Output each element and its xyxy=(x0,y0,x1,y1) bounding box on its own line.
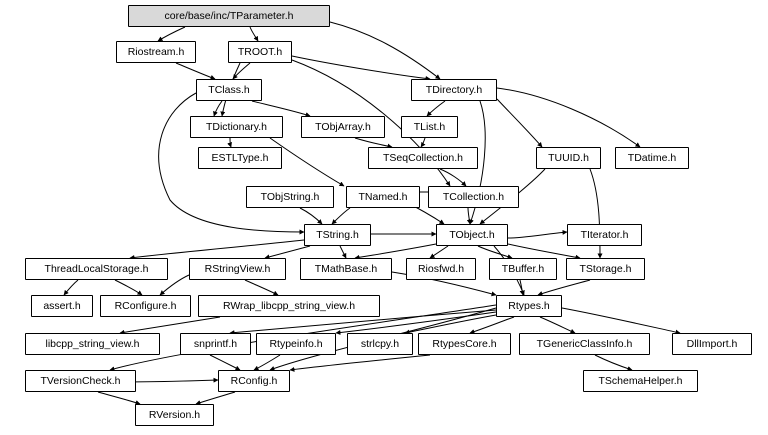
edge-troot-to-tdirectory xyxy=(292,56,430,79)
graph-node-rwrap[interactable]: RWrap_libcpp_string_view.h xyxy=(198,295,380,317)
graph-node-tuuid[interactable]: TUUID.h xyxy=(536,147,601,169)
edge-tobject-to-riosfwd xyxy=(430,246,448,258)
edge-tclass-to-tdictionary xyxy=(214,101,222,116)
graph-node-rtypeinfo[interactable]: Rtypeinfo.h xyxy=(256,333,336,355)
edge-tlist-to-tseqcollection xyxy=(421,138,425,147)
graph-node-tcollection[interactable]: TCollection.h xyxy=(428,186,519,208)
graph-node-rstringview[interactable]: RStringView.h xyxy=(189,258,286,280)
graph-node-tlist[interactable]: TList.h xyxy=(401,116,458,138)
graph-node-tbuffer[interactable]: TBuffer.h xyxy=(489,258,557,280)
graph-node-tdatime[interactable]: TDatime.h xyxy=(615,147,689,169)
graph-node-tseqcollection[interactable]: TSeqCollection.h xyxy=(368,147,478,169)
graph-node-tobjarray[interactable]: TObjArray.h xyxy=(301,116,385,138)
edge-tstring-to-rstringview xyxy=(265,246,310,258)
graph-node-tnamed[interactable]: TNamed.h xyxy=(346,186,420,208)
graph-node-troot[interactable]: TROOT.h xyxy=(228,41,292,63)
graph-node-assert[interactable]: assert.h xyxy=(31,295,93,317)
graph-node-rtypescore[interactable]: RtypesCore.h xyxy=(418,333,511,355)
graph-node-tdirectory[interactable]: TDirectory.h xyxy=(411,79,497,101)
edge-tnamed-to-tstring xyxy=(332,208,350,224)
graph-node-tmathbase[interactable]: TMathBase.h xyxy=(300,258,392,280)
edge-rconfig-to-rversion xyxy=(196,392,235,404)
edge-tcollection-to-tobject xyxy=(468,208,470,224)
graph-node-strlcpy[interactable]: strlcpy.h xyxy=(347,333,413,355)
edge-rtypes-to-tgenericclassinfo xyxy=(540,317,575,333)
graph-node-tclass[interactable]: TClass.h xyxy=(196,79,262,101)
graph-node-tgenericclassinfo[interactable]: TGenericClassInfo.h xyxy=(519,333,650,355)
graph-node-tdictionary[interactable]: TDictionary.h xyxy=(190,116,283,138)
edge-tobject-to-tmathbase xyxy=(355,244,436,258)
graph-node-rtypes[interactable]: Rtypes.h xyxy=(496,295,562,317)
edge-tobject-to-titerator xyxy=(508,232,567,238)
edge-rwrap-to-libcpp xyxy=(120,317,220,333)
edge-snprintf-to-rconfig xyxy=(210,355,240,370)
edge-rstringview-to-rwrap xyxy=(245,280,278,295)
edge-troot-to-tclass xyxy=(233,63,250,79)
graph-node-riosfwd[interactable]: Riosfwd.h xyxy=(406,258,476,280)
edge-rtypes-to-dllimport xyxy=(562,308,680,333)
edge-tversioncheck-to-rversion xyxy=(98,392,140,404)
graph-node-rconfigure[interactable]: RConfigure.h xyxy=(100,295,191,317)
graph-node-dllimport[interactable]: DllImport.h xyxy=(672,333,752,355)
graph-node-tstorage[interactable]: TStorage.h xyxy=(566,258,645,280)
graph-node-titerator[interactable]: TIterator.h xyxy=(567,224,642,246)
graph-node-tschemahelper[interactable]: TSchemaHelper.h xyxy=(583,370,698,392)
edge-tparameter-to-troot xyxy=(250,27,258,41)
graph-node-snprintf[interactable]: snprintf.h xyxy=(180,333,251,355)
edge-tstorage-to-rtypes xyxy=(538,280,590,295)
edge-tobjstring-to-tstring xyxy=(300,208,322,224)
edge-riostream-to-tclass xyxy=(176,63,215,79)
graph-node-riostream[interactable]: Riostream.h xyxy=(116,41,196,63)
graph-node-libcpp[interactable]: libcpp_string_view.h xyxy=(25,333,160,355)
graph-node-estltype[interactable]: ESTLType.h xyxy=(198,147,282,169)
edge-threadlocalstorage-to-assert xyxy=(64,280,78,295)
edge-tobject-to-tstorage xyxy=(508,244,580,258)
edge-rtypes-to-rtypescore xyxy=(470,317,514,333)
graph-node-tobjstring[interactable]: TObjString.h xyxy=(246,186,334,208)
edge-threadlocalstorage-to-rconfigure xyxy=(115,280,142,295)
graph-node-tversioncheck[interactable]: TVersionCheck.h xyxy=(25,370,136,392)
edge-tdirectory-to-tdatime xyxy=(497,88,640,147)
graph-node-threadlocalstorage[interactable]: ThreadLocalStorage.h xyxy=(25,258,168,280)
edge-tdirectory-to-tuuid xyxy=(497,99,542,147)
edge-tdirectory-to-tlist xyxy=(427,101,445,116)
edge-tstring-to-tmathbase xyxy=(340,246,346,258)
graph-node-rversion[interactable]: RVersion.h xyxy=(135,404,214,426)
edge-tclass-to-tobjarray xyxy=(252,101,310,116)
graph-node-tstring[interactable]: TString.h xyxy=(304,224,371,246)
graph-node-rconfig[interactable]: RConfig.h xyxy=(218,370,290,392)
edge-rtypes-to-strlcpy xyxy=(405,315,496,333)
graph-node-tobject[interactable]: TObject.h xyxy=(436,224,508,246)
edge-tdictionary-to-estltype xyxy=(230,138,231,147)
edge-tstring-to-threadlocalstorage xyxy=(130,240,304,258)
edge-tobjarray-to-tseqcollection xyxy=(355,138,392,147)
graph-node-tparameter[interactable]: core/base/inc/TParameter.h xyxy=(128,5,330,27)
edge-tparameter-to-riostream xyxy=(158,27,185,41)
edge-tgenericclassinfo-to-tschemahelper xyxy=(595,355,632,370)
edge-tparameter-to-tdirectory xyxy=(330,22,440,79)
